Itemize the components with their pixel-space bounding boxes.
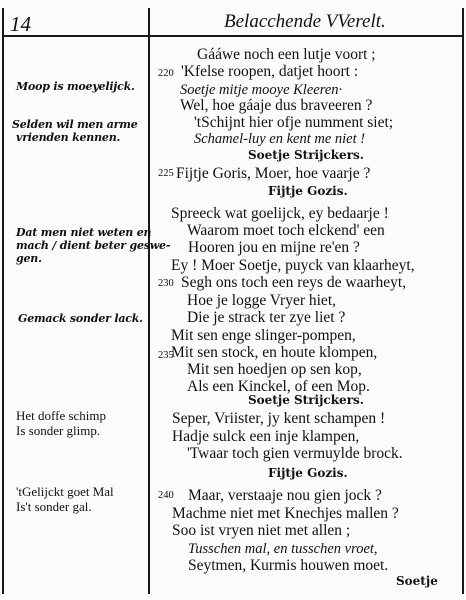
verse-line: Seytmen, Kurmis houwen moet. [188, 557, 389, 574]
margin-note: Gemack sonder lack. [18, 312, 143, 325]
margin-note: Moop is moeyelijck. [16, 80, 135, 93]
margin-note: vrienden kennen. [16, 131, 121, 144]
margin-note: 'tGelijckt goet Mal [16, 484, 114, 499]
verse-line: Fijtje Goris, Moer, hoe vaarje ? [176, 165, 371, 182]
margin-note: Is't sonder gal. [16, 499, 92, 514]
verse-line: Spreeck wat goelijck, ey bedaarje ! [171, 205, 389, 222]
margin-note: Het doffe schimp [16, 408, 107, 423]
verse-line: Die je strack ter zye liet ? [187, 309, 346, 326]
verse-line: Machme niet met Knechjes mallen ? [172, 505, 399, 522]
verse-line: Hooren jou en mijne re'en ? [188, 239, 360, 256]
verse-line: Gááwe noch een lutje voort ; [197, 46, 376, 63]
verse-line: Segh ons toch een reys de waarheyt, [181, 274, 407, 291]
verse-line: Mit sen stock, en houte klompen, [171, 344, 378, 361]
speaker-heading: Soetje Strijckers. [248, 393, 364, 407]
verse-line: Soo ist vryen niet met allen ; [172, 522, 351, 539]
margin-note: Dat men niet weten en [16, 226, 152, 239]
line-number: 220 [158, 68, 174, 79]
speaker-heading: Fijtje Gozis. [268, 466, 348, 480]
verse-line: Ey ! Moer Soetje, puyck van klaarheyt, [171, 257, 415, 274]
margin-note: gen. [16, 252, 42, 265]
line-number: 230 [158, 278, 174, 289]
verse-line: 'Twaar toch gien vermuylde brock. [187, 445, 403, 462]
line-number: 225 [158, 168, 174, 179]
line-number: 235 [158, 350, 174, 361]
verse-line: Maar, verstaaje nou gien jock ? [188, 487, 382, 504]
line-number: 240 [158, 490, 174, 501]
margin-column-rule [148, 8, 150, 594]
verse-line: 'tSchijnt hier ofje numment siet; [194, 114, 394, 131]
speaker-heading: Soetje Strijckers. [248, 148, 364, 162]
verse-line: Seper, Vriister, jy kent schampen ! [172, 410, 386, 427]
verse-line: Mit sen enge slinger-pompen, [171, 327, 356, 344]
verse-line: Hoe je logge Vryer hiet, [187, 292, 336, 309]
verse-line: Hadje sulck een inje klampen, [172, 428, 360, 445]
catchword: Soetje [396, 574, 438, 588]
verse-line: 'Kfelse roopen, datjet hoort : [181, 63, 359, 80]
verse-line: Waarom moet toch elckend' een [187, 222, 385, 239]
margin-note: Selden wil men arme [12, 118, 138, 131]
verse-line: Tusschen mal, en tusschen vroet, [188, 541, 378, 557]
verse-line: Als een Kinckel, of een Mop. [187, 378, 370, 395]
header-rule [2, 35, 462, 37]
margin-note: mach / dient beter geswe- [16, 239, 171, 252]
margin-note: Is sonder glimp. [16, 423, 101, 438]
verse-line: Soetje mitje mooye Kleeren· [180, 82, 343, 98]
speaker-heading: Fijtje Gozis. [268, 184, 348, 198]
page-number: 14 [10, 12, 31, 36]
verse-line: Wel, hoe gáaje dus braveeren ? [180, 97, 373, 114]
running-title: Belacchende VVerelt. [224, 11, 386, 32]
verse-line: Schamel-luy en kent me niet ! [194, 131, 366, 147]
verse-line: Mit sen hoedjen op sen kop, [187, 361, 362, 378]
